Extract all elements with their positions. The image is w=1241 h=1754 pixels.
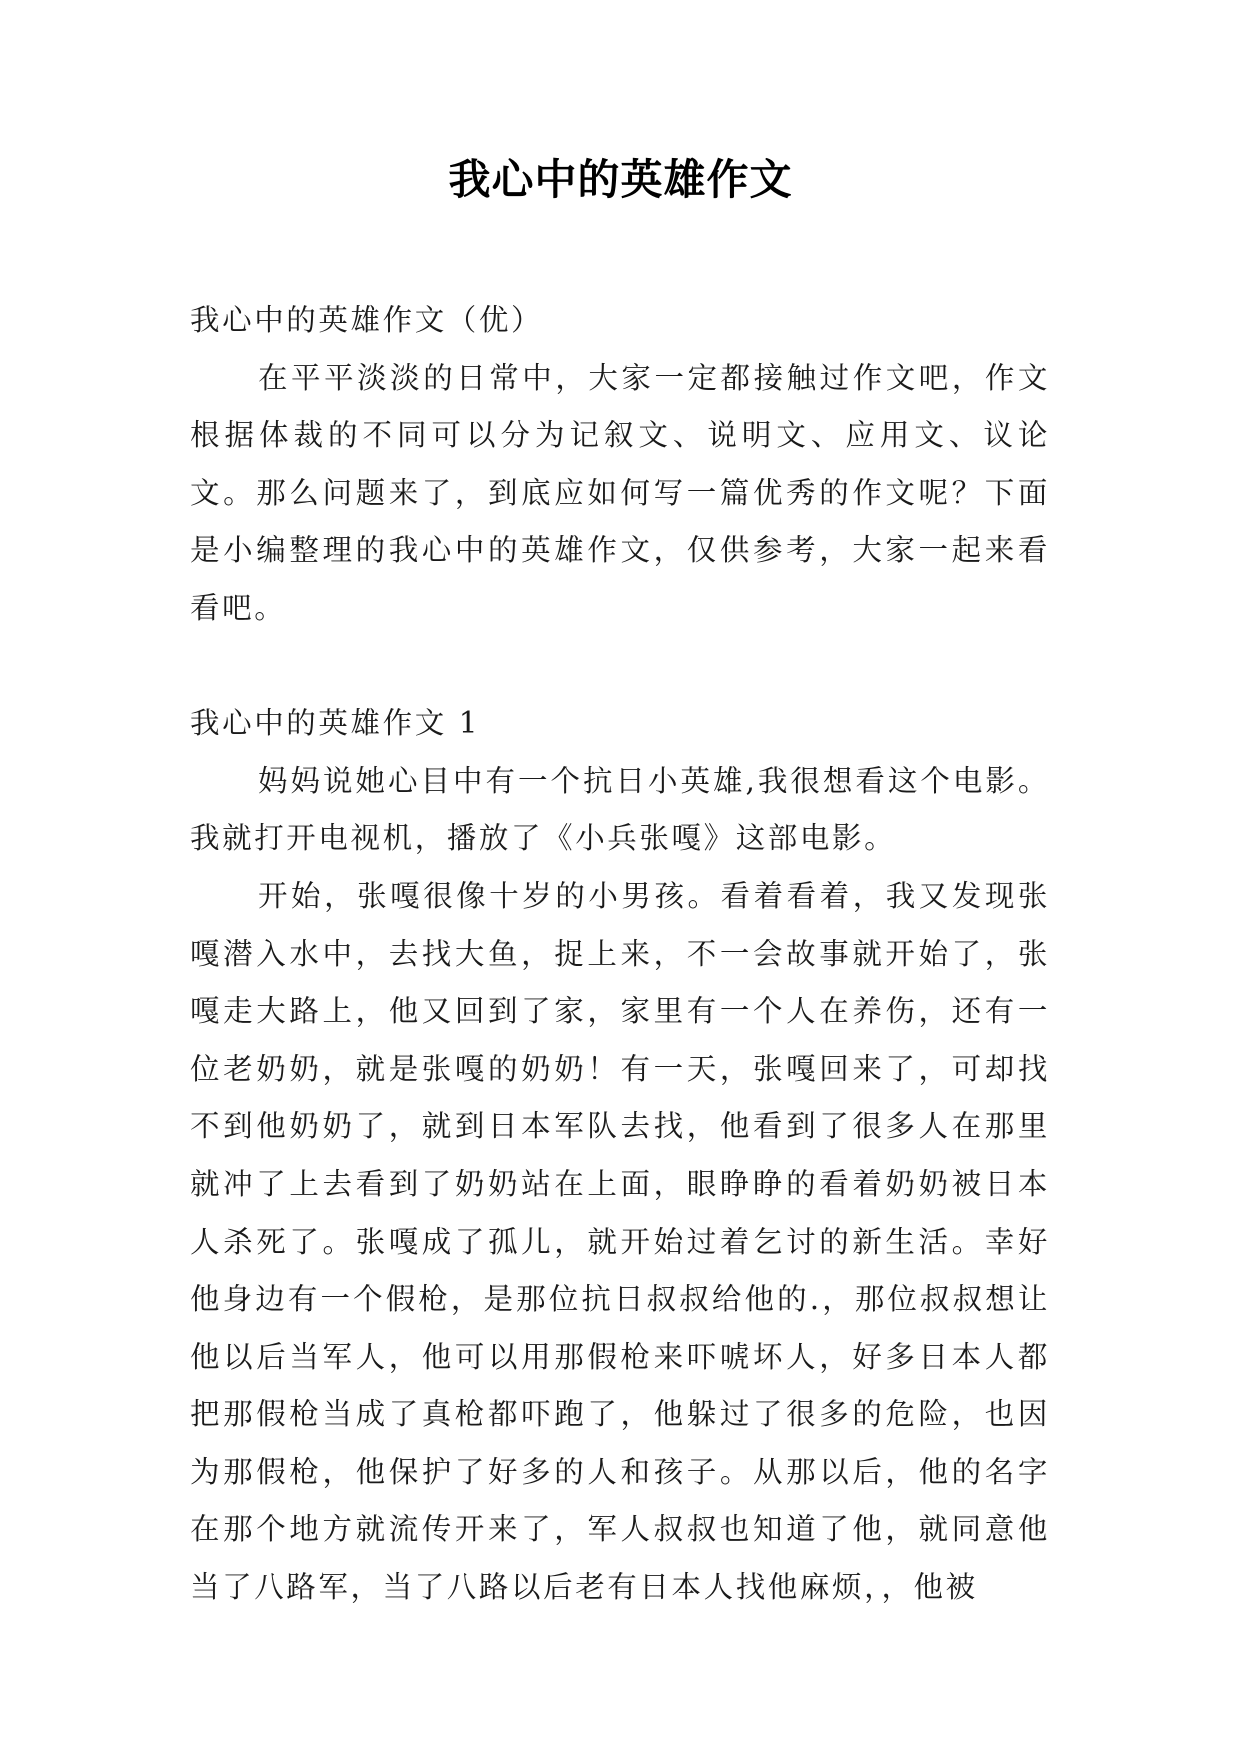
body-paragraph: 妈妈说她心目中有一个抗日小英雄,我很想看这个电影。我就打开电视机，播放了《小兵张嘎》这部电影。: [190, 763, 1050, 856]
document-body: [190, 292, 1050, 1617]
body-paragraph: 开始，张嘎很像十岁的小男孩。看着看着，我又发现张嘎潜入水中，去找大鱼，捉上来，不一会故事就开始了，张嘎走大路上，他又回到了家，家里有一个人在养伤，还有一位老奶奶，就是张嘎的奶奶！有一天，张嘎回来了，可却找不到他奶奶了，就到日本军队去找，他看到了很多人在那里就冲了上去看到了奶奶站在上面，眼睁睁的看着奶奶被日本人杀死了。张嘎成了孤儿，就开始过着乞讨的新生活。幸好他身边有一个假枪，是那位抗日叔叔给他的.，那位叔叔想让他以后当军人，他可以用那假枪来吓唬坏人，好多日本人都把那假枪当成了真枪都吓跑了，他躲过了很多的危险，也因为那假枪，他保护了好多的人和孩子。从那以后，他的名字在那个地方就流传开来了，军人叔叔也知道了他，就同意他当了八路军，当了八路以后老有日本人找他麻烦，，他被: [190, 878, 1050, 1605]
section-heading: 我心中的英雄作文（优）: [190, 303, 544, 337]
section-heading: 我心中的英雄作文 1: [190, 706, 481, 741]
body-paragraph: 在平平淡淡的日常中，大家一定都接触过作文吧，作文根据体裁的不同可以分为记叙文、说明文、应用文、议论文。那么问题来了，到底应如何写一篇优秀的作文呢？下面是小编整理的我心中的英雄作文，仅供参考，大家一起来看看吧。: [190, 360, 1050, 625]
section-spacer: [190, 638, 1050, 696]
document-title: 我心中的英雄作文: [448, 155, 793, 204]
